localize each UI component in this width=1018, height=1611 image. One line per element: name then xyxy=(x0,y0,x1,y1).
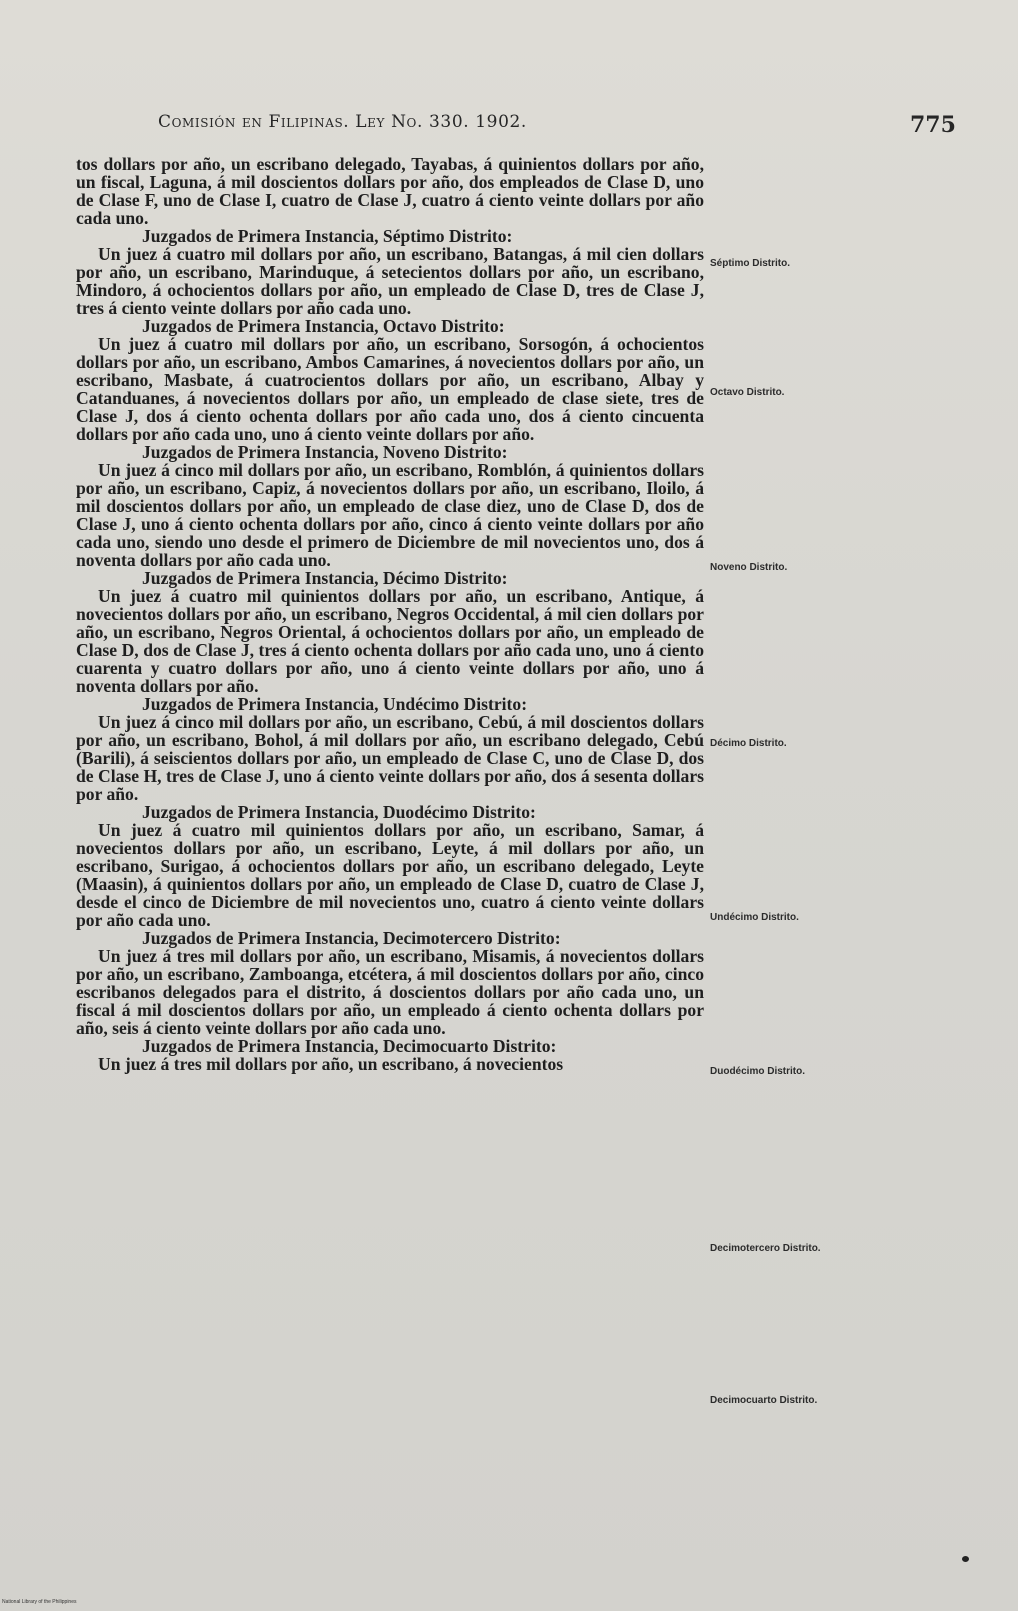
margin-note: Noveno Distrito. xyxy=(710,562,788,573)
margin-note: Décimo Distrito. xyxy=(710,738,787,749)
paragraph: Un juez á cuatro mil dollars por año, un escribano, Batangas, á mil cien dollars por año, un escribano, Marinduque, á setecientos dollars por año, un escribano, Mindoro, á ochocientos dollars por año, un empleado de Clase D, tres de Clase J, tres á ciento veinte dollars por año cada uno. xyxy=(76,244,704,318)
section-heading: Juzgados de Primera Instancia, Decimocuarto Distrito: xyxy=(142,1036,557,1056)
margin-note: Duodécimo Distrito. xyxy=(710,1066,806,1077)
paragraph: Un juez á tres mil dollars por año, un escribano, Misamis, á novecientos dollars por año, un escribano, Zamboanga, etcétera, á mil doscientos dollars por año, cinco escribanos delegados para el distrito, á doscientos dollars por año cada uno, un fiscal á mil doscientos dollars por año, un empleado á ciento ochenta dollars por año, seis á ciento veinte dollars por año cada uno. xyxy=(76,946,704,1038)
section-heading: Juzgados de Primera Instancia, Undécimo Distrito: xyxy=(142,694,528,714)
section-heading: Juzgados de Primera Instancia, Duodécimo Distrito: xyxy=(142,802,536,822)
section-heading: Juzgados de Primera Instancia, Noveno Distrito: xyxy=(142,442,508,462)
margin-note: Undécimo Distrito. xyxy=(710,912,799,923)
margin-note: Decimotercero Distrito. xyxy=(710,1243,821,1254)
margin-note: Decimocuarto Distrito. xyxy=(710,1395,818,1406)
section-heading: Juzgados de Primera Instancia, Séptimo Distrito: xyxy=(142,226,513,246)
footer-credit: National Library of the Philippines xyxy=(2,1599,77,1605)
margin-note: Octavo Distrito. xyxy=(710,387,785,398)
paragraph: Un juez á cuatro mil quinientos dollars por año, un escribano, Antique, á novecientos dollars por año, un escribano, Negros Occidental, á mil cien dollars por año, un escribano, Negros Oriental, á ochocientos dollars por año, un empleado de Clase D, dos de Clase J, tres á ciento ochenta dollars por año cada uno, uno á ciento cuarenta y cuatro dollars por año, uno á ciento veinte dollars por año, uno á noventa dollars por año. xyxy=(76,586,704,696)
section-heading: Juzgados de Primera Instancia, Décimo Distrito: xyxy=(142,568,508,588)
paragraph: Un juez á cinco mil dollars por año, un escribano, Romblón, á quinientos dollars por año, un escribano, Capiz, á novecientos dollars por año, un escribano, Iloilo, á mil doscientos dollars por año, un empleado de clase diez, uno de Clase D, dos de Clase J, uno á ciento ochenta dollars por año, cinco á ciento veinte dollars por año cada uno, siendo uno desde el primero de Diciembre de mil novecientos uno, dos á noventa dollars por año cada uno. xyxy=(76,460,704,570)
paragraph: tos dollars por año, un escribano delegado, Tayabas, á quinientos dollars por año, un fiscal, Laguna, á mil doscientos dollars por año, dos empleados de Clase D, uno de Clase F, uno de Clase I, cuatro de Clase J, cuatro á ciento veinte dollars por año cada uno. xyxy=(76,154,704,228)
running-head xyxy=(158,112,527,132)
page-number: 775 xyxy=(910,112,956,138)
body-text xyxy=(76,155,704,1073)
paragraph: Un juez á cinco mil dollars por año, un escribano, Cebú, á mil doscientos dollars por año, un escribano, Bohol, á mil dollars por año, un escribano delegado, Cebú (Barili), á seiscientos dollars por año, un empleado de Clase C, uno de Clase D, dos de Clase H, tres de Clase J, uno á ciento veinte dollars por año, dos á sesenta dollars por año. xyxy=(76,712,704,804)
paragraph: Un juez á tres mil dollars por año, un escribano, á novecientos xyxy=(98,1054,564,1074)
paragraph: Un juez á cuatro mil dollars por año, un escribano, Sorsogón, á ochocientos dollars por año, un escribano, Ambos Camarines, á novecientos dollars por año, un escribano, Masbate, á cuatrocientos dollars por año, un escribano, Albay y Catanduanes, á novecientos dollars por año, un empleado de clase siete, tres de Clase J, dos á ciento ochenta dollars por año cada uno, dos á ciento cincuenta dollars por año cada uno, uno á ciento veinte dollars por año. xyxy=(76,334,704,444)
paragraph: Un juez á cuatro mil quinientos dollars por año, un escribano, Samar, á novecientos dollars por año, un escribano, Leyte, á mil dollars por año, un escribano, Surigao, á ochocientos dollars por año, un escribano delegado, Leyte (Maasin), á quinientos dollars por año, un empleado de Clase D, cuatro de Clase J, desde el cinco de Diciembre de mil novecientos uno, cuatro á ciento veinte dollars por año cada uno. xyxy=(76,820,704,930)
ink-speck xyxy=(962,1556,969,1562)
margin-note: Séptimo Distrito. xyxy=(710,258,791,269)
running-head-text: Comisión en Filipinas. Ley No. 330. 1902. xyxy=(158,112,527,132)
section-heading: Juzgados de Primera Instancia, Octavo Distrito: xyxy=(142,316,505,336)
section-heading: Juzgados de Primera Instancia, Decimotercero Distrito: xyxy=(142,928,561,948)
